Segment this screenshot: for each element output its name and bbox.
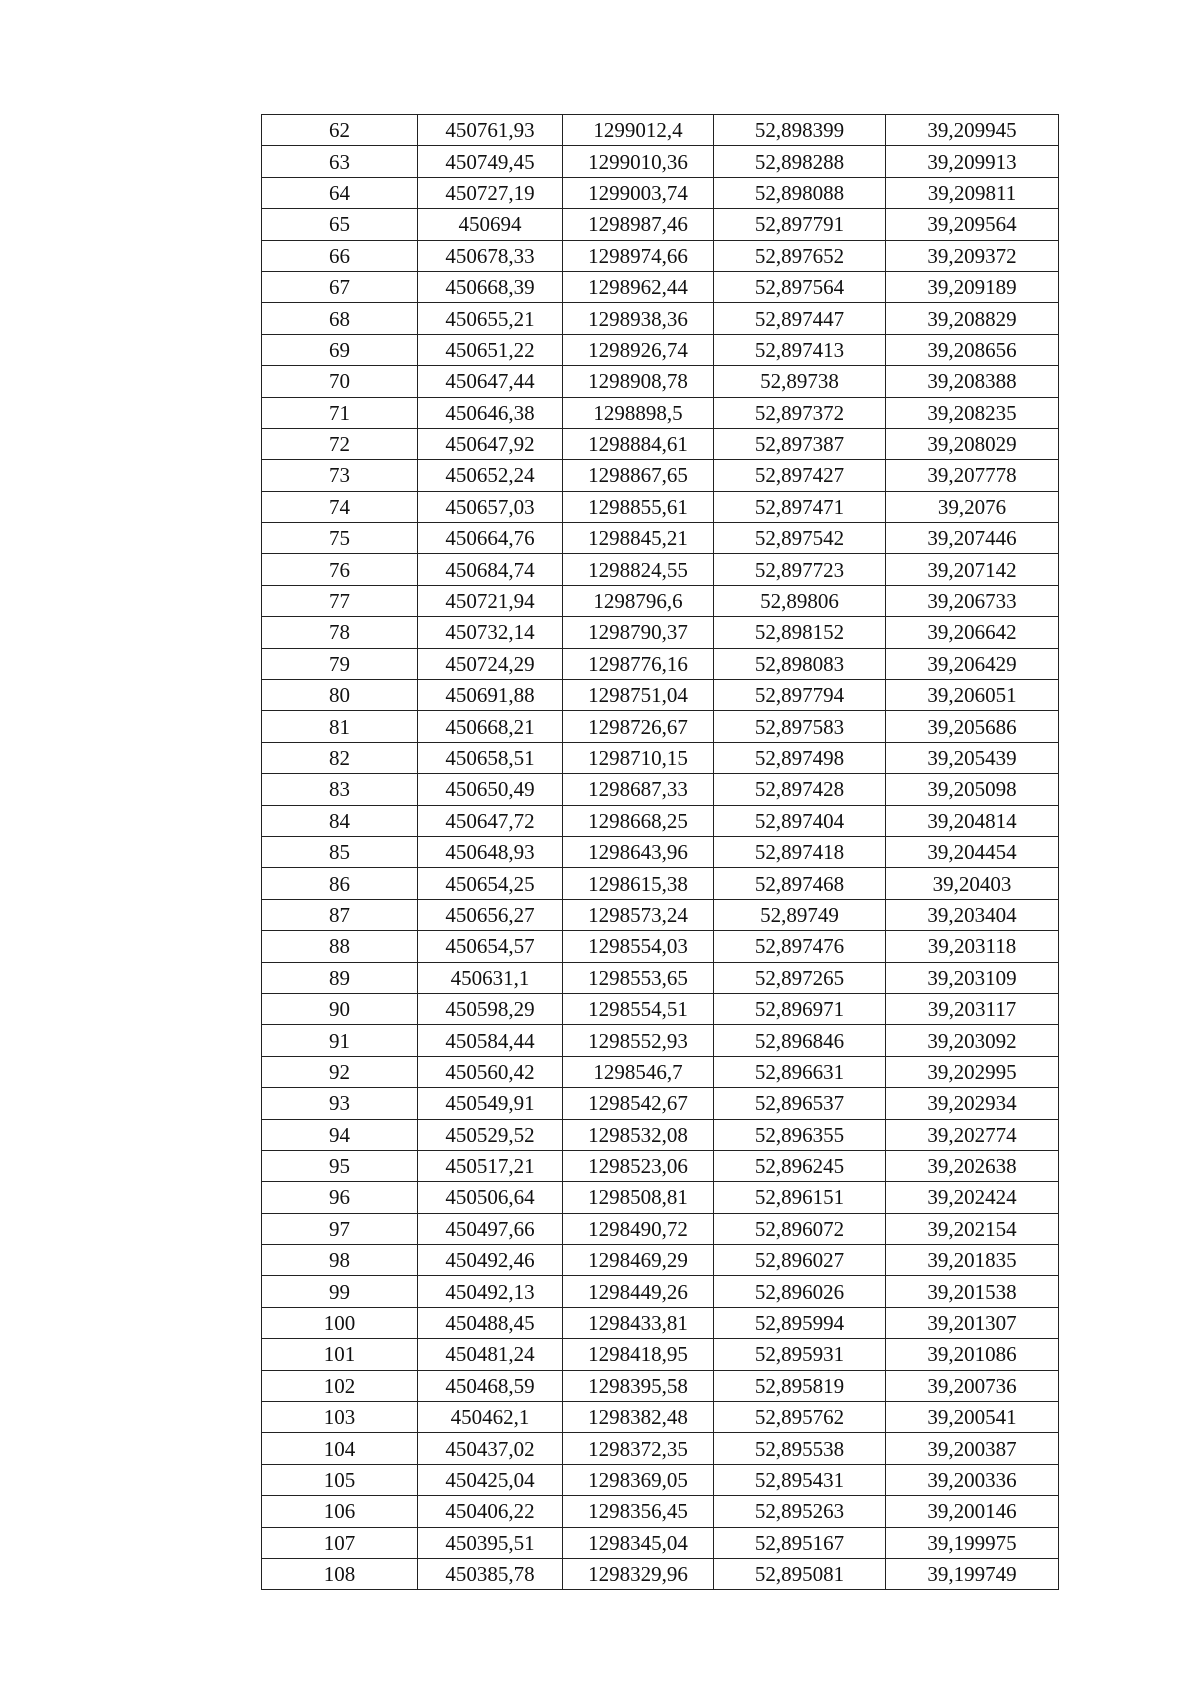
table-row	[262, 680, 1059, 711]
y-coordinate-cell: 1298687,33	[563, 774, 714, 805]
x-coordinate-cell: 450668,21	[418, 711, 563, 742]
x-coordinate-cell: 450517,21	[418, 1150, 563, 1181]
longitude-cell: 39,202638	[886, 1150, 1059, 1181]
latitude-cell: 52,897413	[714, 334, 886, 365]
y-coordinate-cell: 1298776,16	[563, 648, 714, 679]
y-coordinate-cell: 1299012,4	[563, 115, 714, 146]
longitude-cell: 39,209811	[886, 177, 1059, 208]
table-row	[262, 1339, 1059, 1370]
table-row	[262, 303, 1059, 334]
table-row	[262, 742, 1059, 773]
y-coordinate-cell: 1298542,67	[563, 1088, 714, 1119]
latitude-cell: 52,896072	[714, 1213, 886, 1244]
longitude-cell: 39,202424	[886, 1182, 1059, 1213]
y-coordinate-cell: 1298668,25	[563, 805, 714, 836]
table-row	[262, 1056, 1059, 1087]
table-row	[262, 334, 1059, 365]
point-number-cell: 81	[262, 711, 418, 742]
y-coordinate-cell: 1298469,29	[563, 1245, 714, 1276]
latitude-cell: 52,897387	[714, 428, 886, 459]
table-row	[262, 1433, 1059, 1464]
x-coordinate-cell: 450506,64	[418, 1182, 563, 1213]
point-number-cell: 88	[262, 931, 418, 962]
latitude-cell: 52,897542	[714, 523, 886, 554]
longitude-cell: 39,207778	[886, 460, 1059, 491]
longitude-cell: 39,205686	[886, 711, 1059, 742]
x-coordinate-cell: 450549,91	[418, 1088, 563, 1119]
point-number-cell: 98	[262, 1245, 418, 1276]
y-coordinate-cell: 1298369,05	[563, 1464, 714, 1495]
x-coordinate-cell: 450647,92	[418, 428, 563, 459]
x-coordinate-cell: 450437,02	[418, 1433, 563, 1464]
x-coordinate-cell: 450654,57	[418, 931, 563, 962]
latitude-cell: 52,897447	[714, 303, 886, 334]
latitude-cell: 52,897476	[714, 931, 886, 962]
latitude-cell: 52,897428	[714, 774, 886, 805]
y-coordinate-cell: 1298824,55	[563, 554, 714, 585]
latitude-cell: 52,896245	[714, 1150, 886, 1181]
point-number-cell: 96	[262, 1182, 418, 1213]
table-row	[262, 366, 1059, 397]
point-number-cell: 94	[262, 1119, 418, 1150]
point-number-cell: 92	[262, 1056, 418, 1087]
y-coordinate-cell: 1299003,74	[563, 177, 714, 208]
latitude-cell: 52,898399	[714, 115, 886, 146]
longitude-cell: 39,201538	[886, 1276, 1059, 1307]
point-number-cell: 87	[262, 899, 418, 930]
point-number-cell: 77	[262, 585, 418, 616]
table-row	[262, 177, 1059, 208]
point-number-cell: 78	[262, 617, 418, 648]
longitude-cell: 39,208235	[886, 397, 1059, 428]
y-coordinate-cell: 1298372,35	[563, 1433, 714, 1464]
y-coordinate-cell: 1298532,08	[563, 1119, 714, 1150]
longitude-cell: 39,203092	[886, 1025, 1059, 1056]
point-number-cell: 107	[262, 1527, 418, 1558]
y-coordinate-cell: 1298898,5	[563, 397, 714, 428]
latitude-cell: 52,89738	[714, 366, 886, 397]
longitude-cell: 39,208829	[886, 303, 1059, 334]
table-row	[262, 1213, 1059, 1244]
x-coordinate-cell: 450529,52	[418, 1119, 563, 1150]
latitude-cell: 52,897583	[714, 711, 886, 742]
latitude-cell: 52,896846	[714, 1025, 886, 1056]
table-row	[262, 554, 1059, 585]
latitude-cell: 52,897791	[714, 209, 886, 240]
point-number-cell: 64	[262, 177, 418, 208]
y-coordinate-cell: 1298710,15	[563, 742, 714, 773]
x-coordinate-cell: 450648,93	[418, 836, 563, 867]
latitude-cell: 52,895762	[714, 1402, 886, 1433]
y-coordinate-cell: 1298449,26	[563, 1276, 714, 1307]
x-coordinate-cell: 450406,22	[418, 1496, 563, 1527]
x-coordinate-cell: 450584,44	[418, 1025, 563, 1056]
x-coordinate-cell: 450631,1	[418, 962, 563, 993]
y-coordinate-cell: 1298546,7	[563, 1056, 714, 1087]
x-coordinate-cell: 450656,27	[418, 899, 563, 930]
latitude-cell: 52,895263	[714, 1496, 886, 1527]
x-coordinate-cell: 450647,44	[418, 366, 563, 397]
latitude-cell: 52,895994	[714, 1307, 886, 1338]
x-coordinate-cell: 450488,45	[418, 1307, 563, 1338]
latitude-cell: 52,897652	[714, 240, 886, 271]
y-coordinate-cell: 1298908,78	[563, 366, 714, 397]
y-coordinate-cell: 1298962,44	[563, 271, 714, 302]
point-number-cell: 62	[262, 115, 418, 146]
point-number-cell: 95	[262, 1150, 418, 1181]
point-number-cell: 102	[262, 1370, 418, 1401]
x-coordinate-cell: 450492,13	[418, 1276, 563, 1307]
point-number-cell: 80	[262, 680, 418, 711]
longitude-cell: 39,200736	[886, 1370, 1059, 1401]
longitude-cell: 39,199975	[886, 1527, 1059, 1558]
point-number-cell: 65	[262, 209, 418, 240]
longitude-cell: 39,200387	[886, 1433, 1059, 1464]
y-coordinate-cell: 1298552,93	[563, 1025, 714, 1056]
latitude-cell: 52,897794	[714, 680, 886, 711]
y-coordinate-cell: 1298553,65	[563, 962, 714, 993]
longitude-cell: 39,203404	[886, 899, 1059, 930]
point-number-cell: 108	[262, 1558, 418, 1589]
latitude-cell: 52,896971	[714, 993, 886, 1024]
y-coordinate-cell: 1298926,74	[563, 334, 714, 365]
y-coordinate-cell: 1298974,66	[563, 240, 714, 271]
x-coordinate-cell: 450727,19	[418, 177, 563, 208]
latitude-cell: 52,897564	[714, 271, 886, 302]
longitude-cell: 39,200336	[886, 1464, 1059, 1495]
y-coordinate-cell: 1298938,36	[563, 303, 714, 334]
latitude-cell: 52,895931	[714, 1339, 886, 1370]
latitude-cell: 52,897427	[714, 460, 886, 491]
point-number-cell: 85	[262, 836, 418, 867]
table-row	[262, 1119, 1059, 1150]
longitude-cell: 39,201835	[886, 1245, 1059, 1276]
table-row	[262, 1307, 1059, 1338]
point-number-cell: 71	[262, 397, 418, 428]
x-coordinate-cell: 450425,04	[418, 1464, 563, 1495]
table-row	[262, 774, 1059, 805]
point-number-cell: 106	[262, 1496, 418, 1527]
longitude-cell: 39,206733	[886, 585, 1059, 616]
longitude-cell: 39,20403	[886, 868, 1059, 899]
latitude-cell: 52,896027	[714, 1245, 886, 1276]
x-coordinate-cell: 450732,14	[418, 617, 563, 648]
point-number-cell: 66	[262, 240, 418, 271]
longitude-cell: 39,209372	[886, 240, 1059, 271]
y-coordinate-cell: 1298433,81	[563, 1307, 714, 1338]
y-coordinate-cell: 1298855,61	[563, 491, 714, 522]
y-coordinate-cell: 1298845,21	[563, 523, 714, 554]
x-coordinate-cell: 450694	[418, 209, 563, 240]
y-coordinate-cell: 1298643,96	[563, 836, 714, 867]
x-coordinate-cell: 450724,29	[418, 648, 563, 679]
y-coordinate-cell: 1298796,6	[563, 585, 714, 616]
longitude-cell: 39,209189	[886, 271, 1059, 302]
table-row	[262, 648, 1059, 679]
table-row	[262, 962, 1059, 993]
point-number-cell: 63	[262, 146, 418, 177]
latitude-cell: 52,897723	[714, 554, 886, 585]
longitude-cell: 39,204454	[886, 836, 1059, 867]
longitude-cell: 39,208388	[886, 366, 1059, 397]
x-coordinate-cell: 450647,72	[418, 805, 563, 836]
point-number-cell: 89	[262, 962, 418, 993]
table-row	[262, 836, 1059, 867]
table-row	[262, 585, 1059, 616]
point-number-cell: 76	[262, 554, 418, 585]
latitude-cell: 52,897372	[714, 397, 886, 428]
point-number-cell: 86	[262, 868, 418, 899]
table-row	[262, 428, 1059, 459]
longitude-cell: 39,201086	[886, 1339, 1059, 1370]
table-row	[262, 1150, 1059, 1181]
y-coordinate-cell: 1298356,45	[563, 1496, 714, 1527]
y-coordinate-cell: 1298508,81	[563, 1182, 714, 1213]
x-coordinate-cell: 450654,25	[418, 868, 563, 899]
point-number-cell: 93	[262, 1088, 418, 1119]
longitude-cell: 39,203118	[886, 931, 1059, 962]
y-coordinate-cell: 1298395,58	[563, 1370, 714, 1401]
y-coordinate-cell: 1298554,03	[563, 931, 714, 962]
x-coordinate-cell: 450481,24	[418, 1339, 563, 1370]
longitude-cell: 39,209564	[886, 209, 1059, 240]
longitude-cell: 39,207142	[886, 554, 1059, 585]
table-row	[262, 146, 1059, 177]
x-coordinate-cell: 450664,76	[418, 523, 563, 554]
longitude-cell: 39,201307	[886, 1307, 1059, 1338]
latitude-cell: 52,89806	[714, 585, 886, 616]
y-coordinate-cell: 1298987,46	[563, 209, 714, 240]
latitude-cell: 52,897418	[714, 836, 886, 867]
point-number-cell: 97	[262, 1213, 418, 1244]
table-row	[262, 711, 1059, 742]
y-coordinate-cell: 1298790,37	[563, 617, 714, 648]
latitude-cell: 52,897471	[714, 491, 886, 522]
x-coordinate-cell: 450721,94	[418, 585, 563, 616]
latitude-cell: 52,897498	[714, 742, 886, 773]
longitude-cell: 39,208656	[886, 334, 1059, 365]
latitude-cell: 52,895819	[714, 1370, 886, 1401]
latitude-cell: 52,895431	[714, 1464, 886, 1495]
point-number-cell: 69	[262, 334, 418, 365]
y-coordinate-cell: 1298751,04	[563, 680, 714, 711]
longitude-cell: 39,207446	[886, 523, 1059, 554]
x-coordinate-cell: 450598,29	[418, 993, 563, 1024]
latitude-cell: 52,898088	[714, 177, 886, 208]
table-row	[262, 491, 1059, 522]
x-coordinate-cell: 450651,22	[418, 334, 563, 365]
latitude-cell: 52,898288	[714, 146, 886, 177]
table-row	[262, 1402, 1059, 1433]
x-coordinate-cell: 450657,03	[418, 491, 563, 522]
y-coordinate-cell: 1298726,67	[563, 711, 714, 742]
x-coordinate-cell: 450560,42	[418, 1056, 563, 1087]
longitude-cell: 39,205098	[886, 774, 1059, 805]
longitude-cell: 39,202995	[886, 1056, 1059, 1087]
point-number-cell: 68	[262, 303, 418, 334]
y-coordinate-cell: 1298573,24	[563, 899, 714, 930]
longitude-cell: 39,205439	[886, 742, 1059, 773]
x-coordinate-cell: 450684,74	[418, 554, 563, 585]
table-row	[262, 1370, 1059, 1401]
point-number-cell: 70	[262, 366, 418, 397]
longitude-cell: 39,206642	[886, 617, 1059, 648]
longitude-cell: 39,204814	[886, 805, 1059, 836]
latitude-cell: 52,897404	[714, 805, 886, 836]
table-row	[262, 1464, 1059, 1495]
point-number-cell: 83	[262, 774, 418, 805]
point-number-cell: 75	[262, 523, 418, 554]
x-coordinate-cell: 450492,46	[418, 1245, 563, 1276]
coordinates-table-body	[262, 115, 1059, 1590]
x-coordinate-cell: 450652,24	[418, 460, 563, 491]
y-coordinate-cell: 1298867,65	[563, 460, 714, 491]
table-row	[262, 1182, 1059, 1213]
x-coordinate-cell: 450385,78	[418, 1558, 563, 1589]
x-coordinate-cell: 450650,49	[418, 774, 563, 805]
point-number-cell: 82	[262, 742, 418, 773]
x-coordinate-cell: 450497,66	[418, 1213, 563, 1244]
longitude-cell: 39,209945	[886, 115, 1059, 146]
longitude-cell: 39,206051	[886, 680, 1059, 711]
table-row	[262, 1496, 1059, 1527]
x-coordinate-cell: 450395,51	[418, 1527, 563, 1558]
point-number-cell: 74	[262, 491, 418, 522]
latitude-cell: 52,898152	[714, 617, 886, 648]
y-coordinate-cell: 1298554,51	[563, 993, 714, 1024]
latitude-cell: 52,896355	[714, 1119, 886, 1150]
longitude-cell: 39,202934	[886, 1088, 1059, 1119]
table-row	[262, 1088, 1059, 1119]
table-row	[262, 240, 1059, 271]
table-row	[262, 1025, 1059, 1056]
table-row	[262, 993, 1059, 1024]
table-row	[262, 1558, 1059, 1589]
latitude-cell: 52,896151	[714, 1182, 886, 1213]
longitude-cell: 39,202154	[886, 1213, 1059, 1244]
latitude-cell: 52,895167	[714, 1527, 886, 1558]
point-number-cell: 90	[262, 993, 418, 1024]
point-number-cell: 99	[262, 1276, 418, 1307]
longitude-cell: 39,200146	[886, 1496, 1059, 1527]
x-coordinate-cell: 450668,39	[418, 271, 563, 302]
table-row	[262, 931, 1059, 962]
latitude-cell: 52,896537	[714, 1088, 886, 1119]
longitude-cell: 39,203109	[886, 962, 1059, 993]
y-coordinate-cell: 1298523,06	[563, 1150, 714, 1181]
latitude-cell: 52,895538	[714, 1433, 886, 1464]
longitude-cell: 39,209913	[886, 146, 1059, 177]
longitude-cell: 39,2076	[886, 491, 1059, 522]
longitude-cell: 39,200541	[886, 1402, 1059, 1433]
point-number-cell: 101	[262, 1339, 418, 1370]
table-row	[262, 617, 1059, 648]
x-coordinate-cell: 450678,33	[418, 240, 563, 271]
table-row	[262, 209, 1059, 240]
table-row	[262, 805, 1059, 836]
y-coordinate-cell: 1298615,38	[563, 868, 714, 899]
x-coordinate-cell: 450691,88	[418, 680, 563, 711]
table-row	[262, 1527, 1059, 1558]
table-row	[262, 460, 1059, 491]
latitude-cell: 52,897468	[714, 868, 886, 899]
table-row	[262, 397, 1059, 428]
table-row	[262, 271, 1059, 302]
x-coordinate-cell: 450761,93	[418, 115, 563, 146]
table-row	[262, 115, 1059, 146]
latitude-cell: 52,89749	[714, 899, 886, 930]
longitude-cell: 39,208029	[886, 428, 1059, 459]
point-number-cell: 91	[262, 1025, 418, 1056]
latitude-cell: 52,895081	[714, 1558, 886, 1589]
y-coordinate-cell: 1298884,61	[563, 428, 714, 459]
latitude-cell: 52,897265	[714, 962, 886, 993]
table-row	[262, 1245, 1059, 1276]
point-number-cell: 100	[262, 1307, 418, 1338]
x-coordinate-cell: 450468,59	[418, 1370, 563, 1401]
x-coordinate-cell: 450646,38	[418, 397, 563, 428]
y-coordinate-cell: 1298418,95	[563, 1339, 714, 1370]
point-number-cell: 104	[262, 1433, 418, 1464]
x-coordinate-cell: 450462,1	[418, 1402, 563, 1433]
table-row	[262, 868, 1059, 899]
x-coordinate-cell: 450658,51	[418, 742, 563, 773]
point-number-cell: 67	[262, 271, 418, 302]
latitude-cell: 52,896631	[714, 1056, 886, 1087]
point-number-cell: 72	[262, 428, 418, 459]
longitude-cell: 39,206429	[886, 648, 1059, 679]
coordinates-table	[261, 114, 1059, 1590]
x-coordinate-cell: 450749,45	[418, 146, 563, 177]
point-number-cell: 84	[262, 805, 418, 836]
y-coordinate-cell: 1298345,04	[563, 1527, 714, 1558]
longitude-cell: 39,199749	[886, 1558, 1059, 1589]
table-row	[262, 1276, 1059, 1307]
longitude-cell: 39,202774	[886, 1119, 1059, 1150]
point-number-cell: 79	[262, 648, 418, 679]
latitude-cell: 52,898083	[714, 648, 886, 679]
point-number-cell: 105	[262, 1464, 418, 1495]
y-coordinate-cell: 1298382,48	[563, 1402, 714, 1433]
x-coordinate-cell: 450655,21	[418, 303, 563, 334]
y-coordinate-cell: 1299010,36	[563, 146, 714, 177]
point-number-cell: 103	[262, 1402, 418, 1433]
y-coordinate-cell: 1298490,72	[563, 1213, 714, 1244]
point-number-cell: 73	[262, 460, 418, 491]
y-coordinate-cell: 1298329,96	[563, 1558, 714, 1589]
latitude-cell: 52,896026	[714, 1276, 886, 1307]
table-row	[262, 899, 1059, 930]
longitude-cell: 39,203117	[886, 993, 1059, 1024]
table-row	[262, 523, 1059, 554]
